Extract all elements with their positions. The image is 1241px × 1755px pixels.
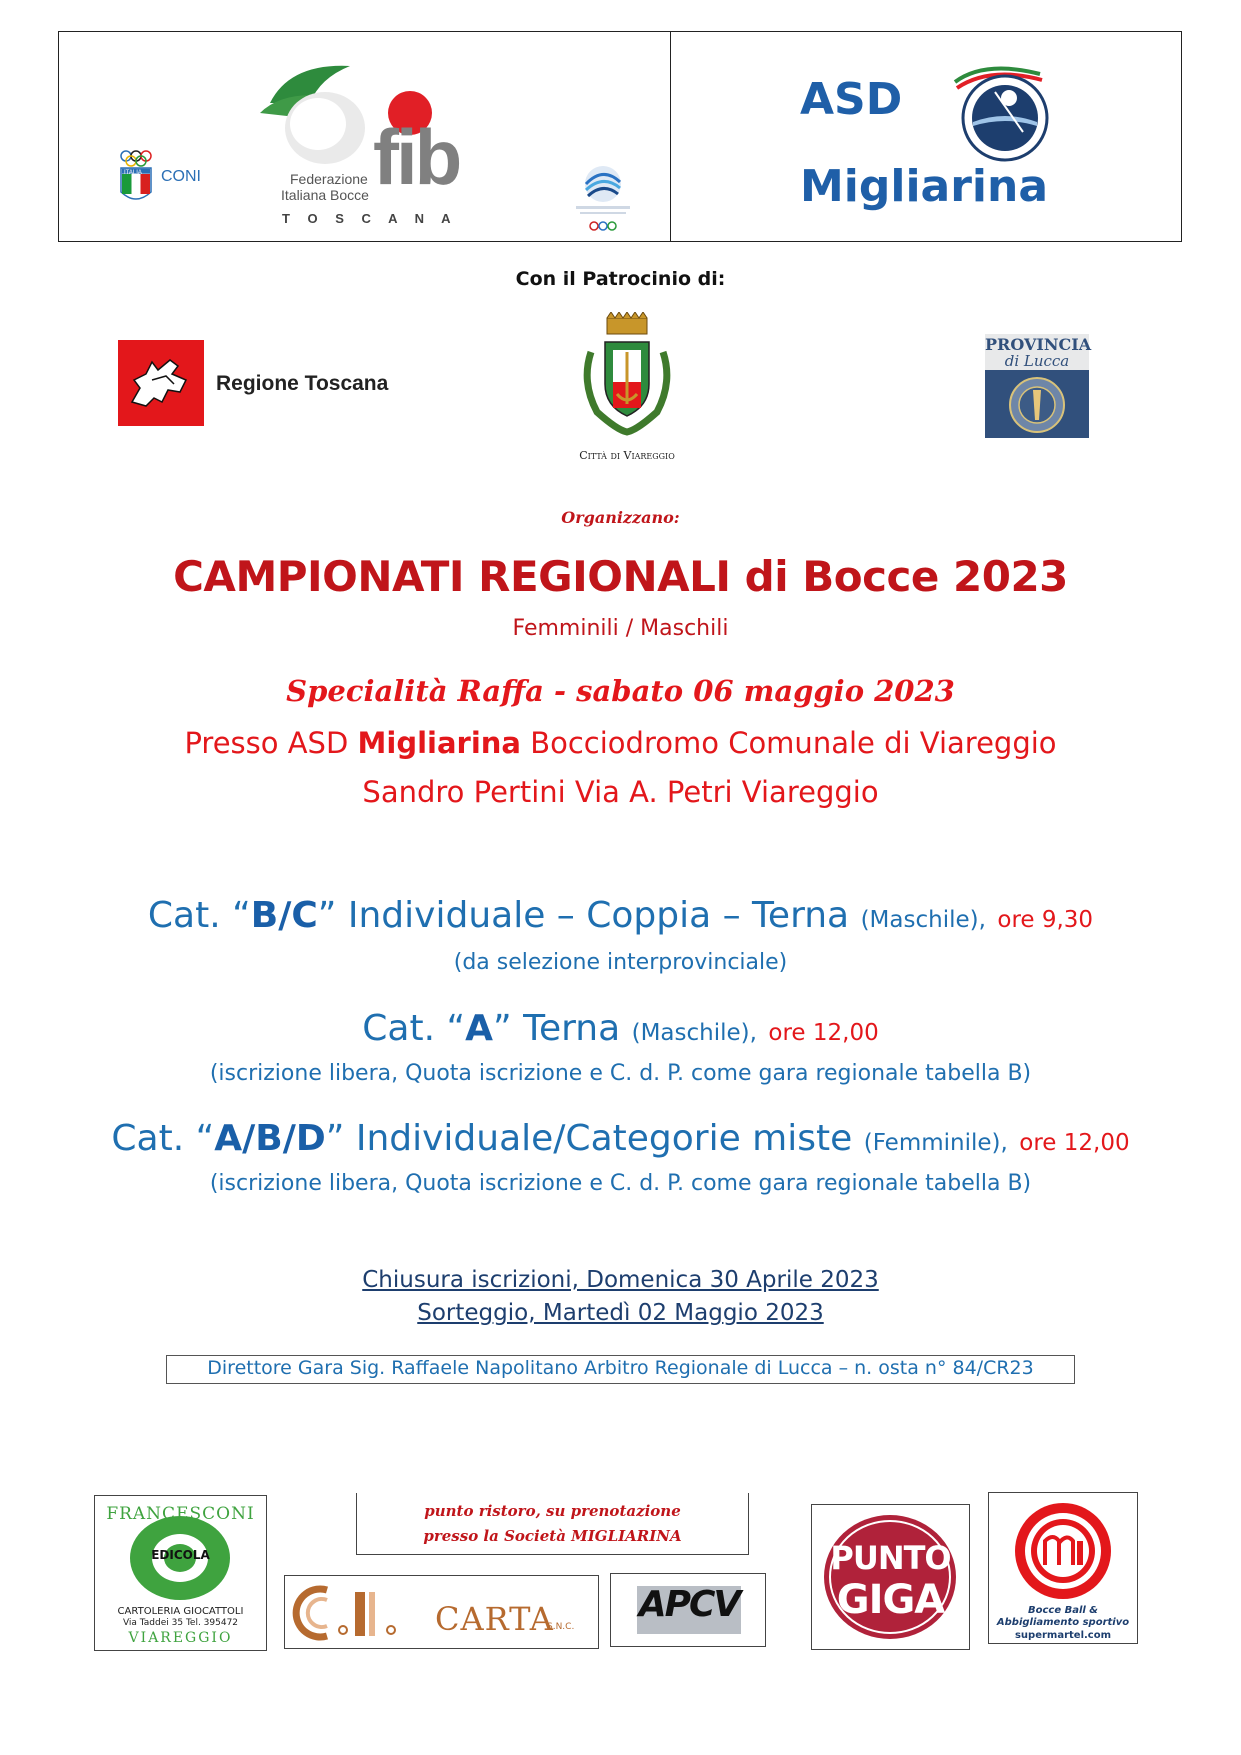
fib-line2: Italiana Bocce xyxy=(281,187,369,203)
coni-italia-text: ITALIA xyxy=(124,170,142,176)
pegasus-icon xyxy=(118,340,204,426)
fib-brand: fib xyxy=(373,113,460,201)
venue-post: Bocciodromo Comunale di Viareggio xyxy=(521,726,1057,760)
category-pre: Cat. “ xyxy=(362,1008,466,1049)
sponsor-punto-giga xyxy=(811,1504,970,1650)
category-row xyxy=(0,1118,1241,1159)
punto-giga-line2: GIGA xyxy=(836,1577,945,1623)
category-gender: (Maschile), xyxy=(631,1020,757,1046)
category-time: ore 12,00 xyxy=(1019,1130,1130,1156)
sponsor-martel xyxy=(988,1492,1138,1644)
paralympic-icon xyxy=(568,160,638,235)
club-logo xyxy=(945,62,1060,167)
category-name: ” Terna xyxy=(492,1008,621,1049)
category-gender: (Maschile), xyxy=(860,907,986,933)
francesconi-line1: CARTOLERIA GIOCATTOLI xyxy=(117,1606,244,1617)
martel-site: supermartel.com xyxy=(1014,1630,1112,1641)
viareggio-coat-of-arms xyxy=(577,312,677,440)
punto-ristoro-line1: punto ristoro, su prenotazione xyxy=(424,1502,681,1520)
category-row xyxy=(0,1008,1241,1049)
category-row xyxy=(0,895,1241,936)
fib-region: T O S C A N A xyxy=(282,211,458,226)
provincia-lucca-logo xyxy=(985,334,1092,438)
francesconi-edicola: EDICOLA xyxy=(151,1548,210,1562)
provincia-line1: PROVINCIA xyxy=(985,335,1092,354)
category-gender: (Femminile), xyxy=(863,1130,1008,1156)
category-code: A/B/D xyxy=(214,1118,326,1159)
organizzano-label: Organizzano: xyxy=(561,508,680,527)
carta-suffix: S.N.C. xyxy=(547,1622,575,1632)
coat-of-arms-icon xyxy=(577,312,677,440)
category-name: ” Individuale – Coppia – Terna xyxy=(317,895,850,936)
category-pre: Cat. “ xyxy=(111,1118,215,1159)
francesconi-name: FRANCESCONI xyxy=(106,1504,255,1524)
category-note: (iscrizione libera, Quota iscrizione e C. d. P. come gara regionale tabella B) xyxy=(209,1171,1032,1196)
venue-line2: Sandro Pertini Via A. Petri Viareggio xyxy=(362,775,879,809)
club-emblem-icon xyxy=(945,62,1060,167)
event-title: CAMPIONATI REGIONALI di Bocce 2023 xyxy=(173,552,1068,601)
provincia-emblem-icon xyxy=(1007,376,1067,434)
category-note: (iscrizione libera, Quota iscrizione e C. d. P. come gara regionale tabella B) xyxy=(209,1061,1032,1086)
regione-toscana-label: Regione Toscana xyxy=(216,372,389,395)
venue-line1 xyxy=(0,726,1241,760)
category-code: A xyxy=(465,1008,493,1049)
sponsor-carta xyxy=(284,1575,599,1649)
category-code: B/C xyxy=(250,895,318,936)
sponsor-francesconi xyxy=(94,1495,267,1651)
carta-name: CARTA xyxy=(435,1600,554,1638)
sponsor-apcv xyxy=(610,1573,766,1647)
punto-ristoro-line2: presso la Società MIGLIARINA xyxy=(423,1527,682,1545)
carta-symbol-icon xyxy=(289,1582,429,1644)
francesconi-line2: Via Taddei 35 Tel. 395472 xyxy=(122,1618,239,1628)
martel-logo-icon xyxy=(1007,1499,1119,1603)
category-name: ” Individuale/Categorie miste xyxy=(325,1118,853,1159)
club-name-line2: Migliarina xyxy=(800,161,1049,212)
paralympic-logo xyxy=(568,160,638,235)
apcv-label: APCV xyxy=(638,1584,740,1625)
chiusura-iscrizioni: Chiusura iscrizioni, Domenica 30 Aprile 2023 xyxy=(362,1267,879,1293)
martel-line2: Abbigliamento sportivo xyxy=(996,1617,1130,1628)
category-note: (da selezione interprovinciale) xyxy=(453,950,788,975)
venue-club: Migliarina xyxy=(357,726,521,760)
fib-line1: Federazione xyxy=(290,171,368,187)
category-time: ore 9,30 xyxy=(997,907,1094,933)
event-subtitle: Femminili / Maschili xyxy=(512,616,729,641)
citta-viareggio-label: Città di Viareggio xyxy=(579,449,675,462)
regione-toscana-logo xyxy=(118,340,204,426)
patrocinio-label: Con il Patrocinio di: xyxy=(515,268,726,290)
venue-pre: Presso ASD xyxy=(184,726,358,760)
francesconi-city: VIAREGGIO xyxy=(128,1630,233,1646)
martel-line1: Bocce Ball & xyxy=(1027,1605,1099,1616)
provincia-line2: di Lucca xyxy=(1004,352,1070,370)
club-name-line1: ASD xyxy=(800,74,903,125)
header-divider xyxy=(670,31,671,242)
sorteggio: Sorteggio, Martedì 02 Maggio 2023 xyxy=(417,1300,824,1326)
category-time: ore 12,00 xyxy=(768,1020,879,1046)
direttore-gara: Direttore Gara Sig. Raffaele Napolitano Arbitro Regionale di Lucca – n. osta n° 84/CR23 xyxy=(207,1357,1034,1379)
category-pre: Cat. “ xyxy=(147,895,251,936)
coni-label: CONI xyxy=(161,168,201,185)
specialita-line: Specialità Raffa - sabato 06 maggio 2023 xyxy=(286,674,955,708)
punto-giga-line1: PUNTO xyxy=(830,1539,951,1577)
